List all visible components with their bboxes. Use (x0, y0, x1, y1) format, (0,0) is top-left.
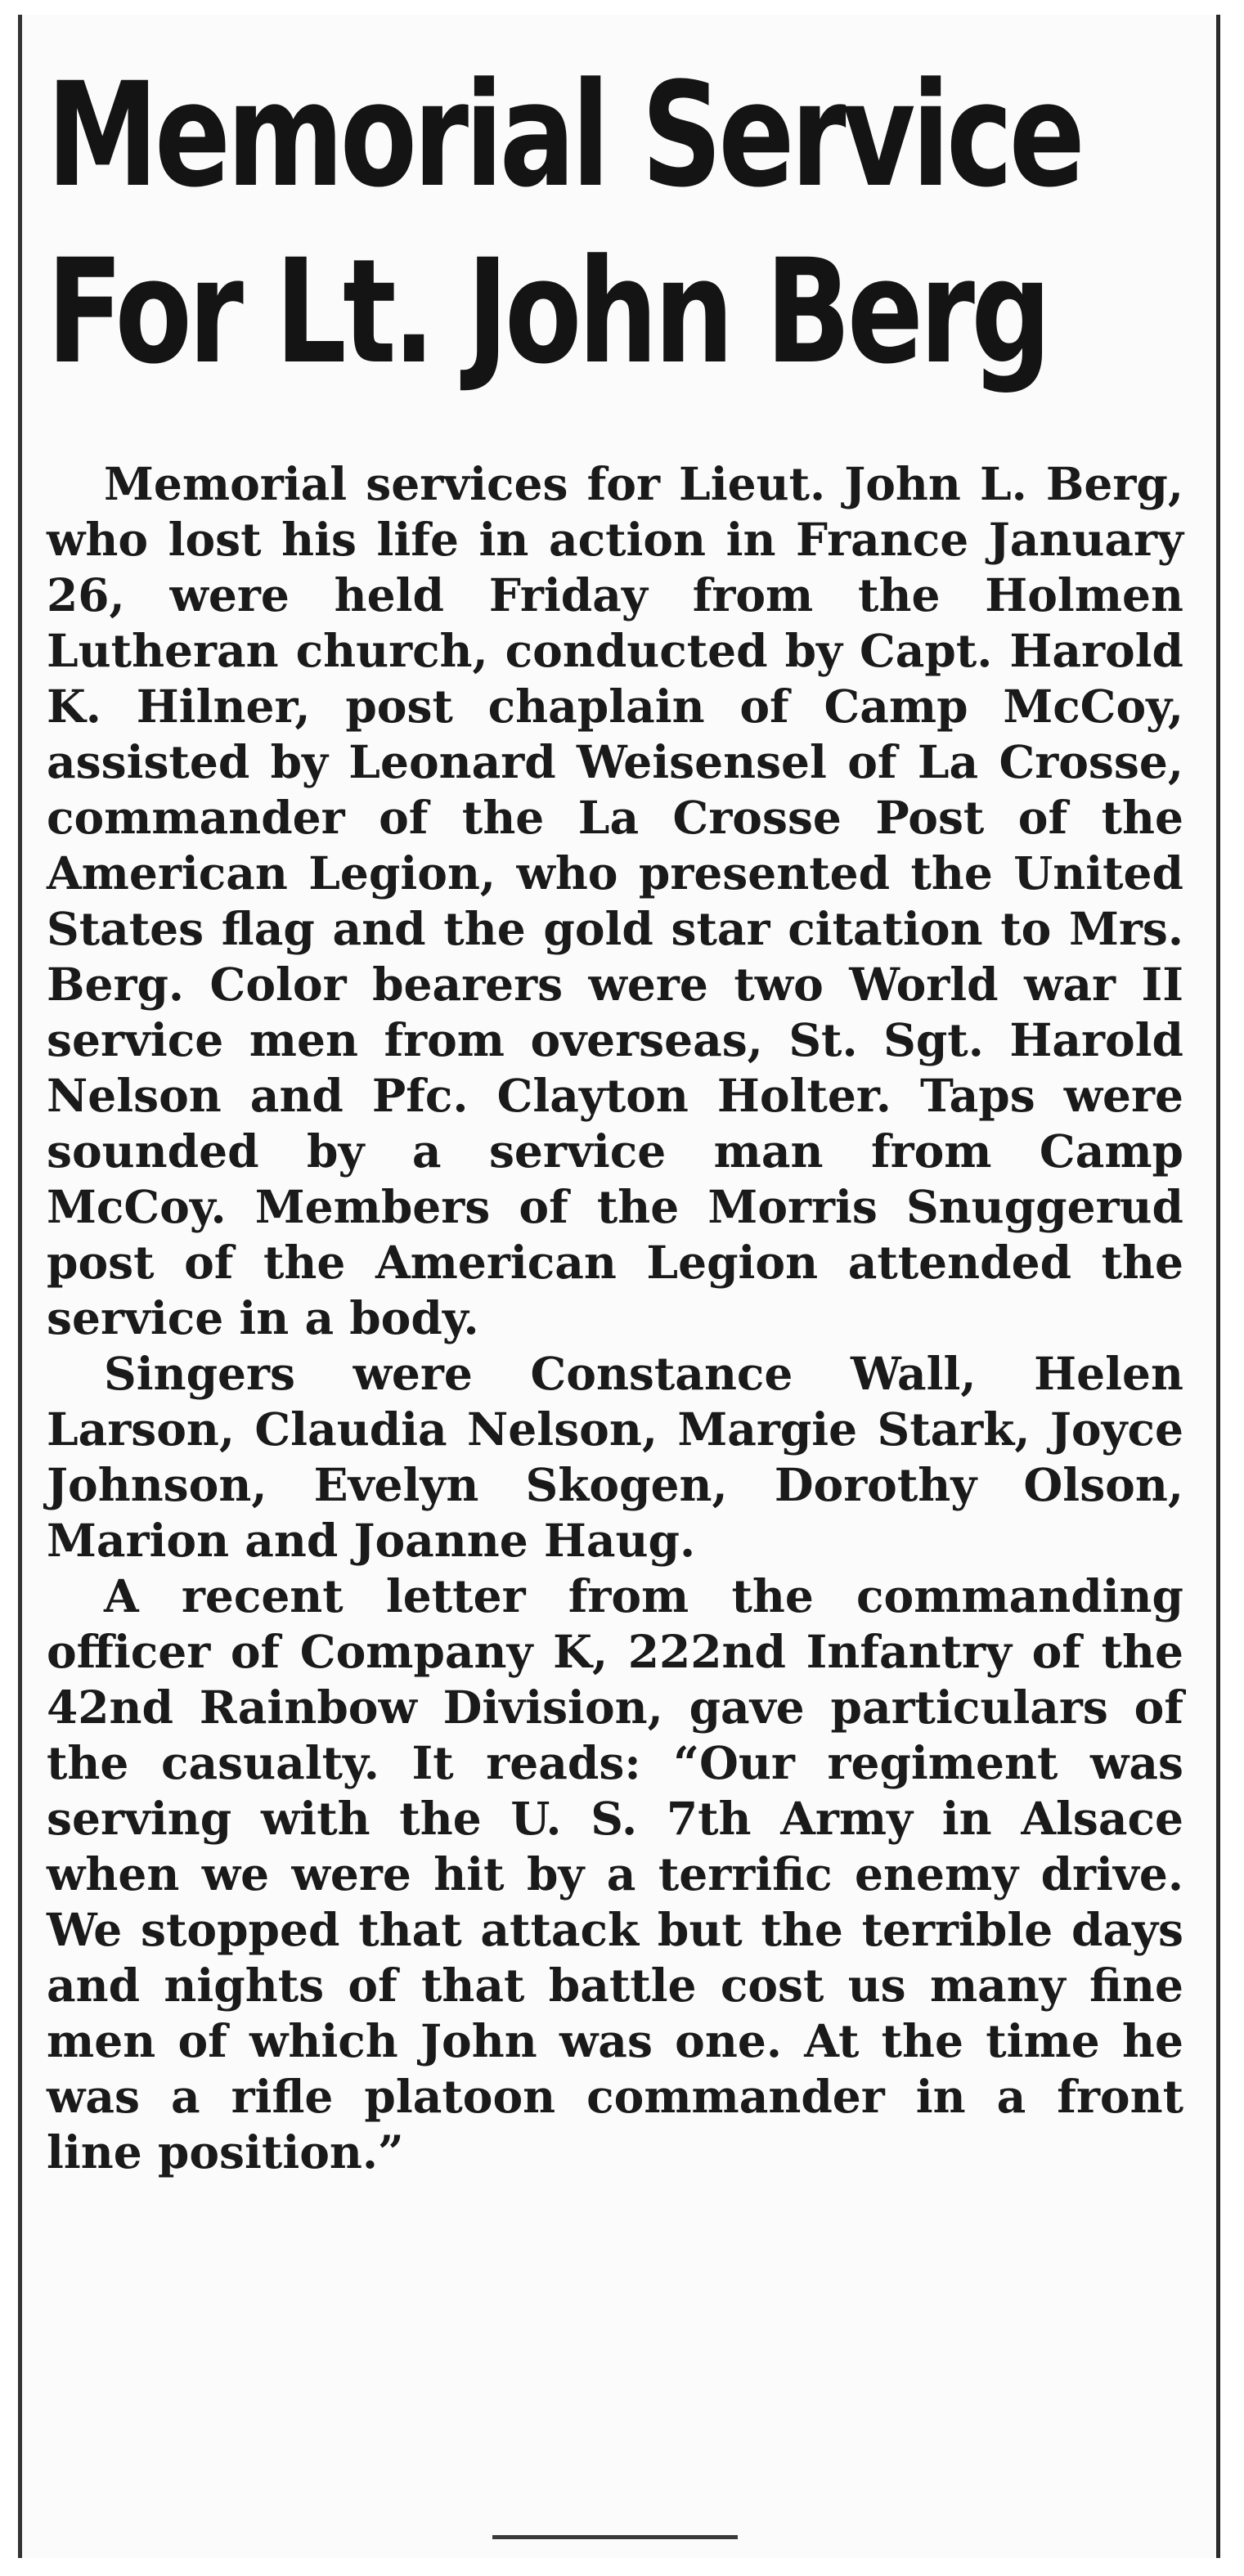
paragraph-letter: A recent letter from the commanding officer of Company K, 222nd Infantry of the 42nd Rainbow Division, gave particulars of the casualty. It reads: “Our regiment was serving with the U. S. 7th Army in Alsace when we were hit by a terrific enemy drive. We stopped that attack but the terrible days and nights of that battle cost us many fine men of which John was one. At the time he was a rifle platoon commander in a front line position.” (47, 1569, 1183, 2179)
article-body (47, 456, 1183, 2180)
paragraph-singers: Singers were Constance Wall, Helen Larson, Claudia Nelson, Margie Stark, Joyce Johnson, Evelyn Skogen, Dorothy Olson, Marion and Joanne Haug. (47, 1347, 1183, 1567)
newspaper-clipping (18, 15, 1220, 2558)
headline-line-1: Memorial Service (47, 52, 1082, 219)
headline-line-2: For Lt. John Berg (47, 228, 1048, 396)
headline (47, 47, 1082, 401)
end-rule (492, 2535, 738, 2539)
paragraph-service: Memorial services for Lieut. John L. Berg, who lost his life in action in France January 26, were held Friday from the Holmen Lutheran church, conducted by Capt. Harold K. Hilner, post chaplain of Camp McCoy, assisted by Leonard Weisensel of La Crosse, commander of the La Crosse Post of the American Legion, who presented the United States flag and the gold star citation to Mrs. Berg. Color bearers were two World war II service men from overseas, St. Sgt. Harold Nelson and Pfc. Clayton Holter. Taps were sounded by a service man from Camp McCoy. Members of the Morris Snuggerud post of the American Legion attended the service in a body. (47, 457, 1183, 1344)
